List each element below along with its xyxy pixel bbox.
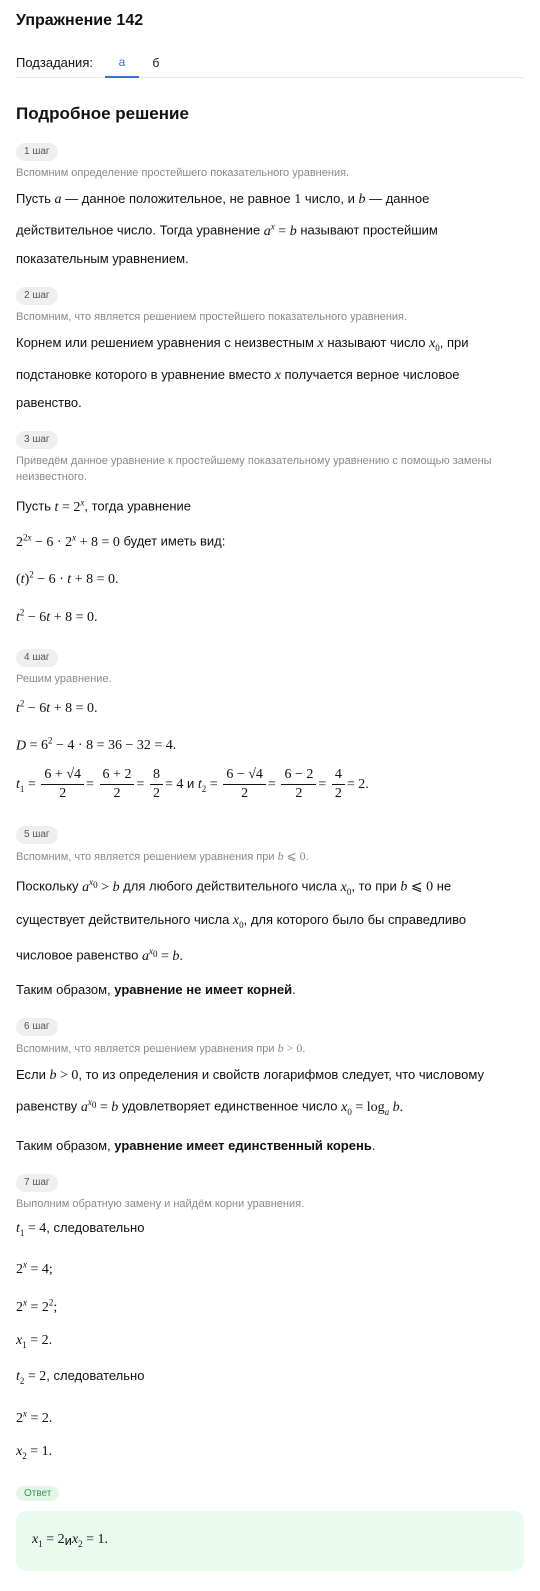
solution-title: Подробное решение xyxy=(16,104,189,123)
step-badge: 2 шаг xyxy=(16,287,58,305)
tab-b[interactable]: б xyxy=(152,55,160,70)
equation: 2$^x$ = 2. xyxy=(16,1408,53,1426)
equation: $t^2 - 6t + 8 = 0$. xyxy=(16,698,98,716)
equation: $t^2 - 6t + 8 = 0$. xyxy=(16,607,98,626)
equation: $D = 6^2 - 4 \cdot 8 = 36 - 32 = 4$. xyxy=(16,735,177,754)
step-text: Пусть t = 2$^x$, тогда уравнение xyxy=(16,497,191,516)
equation: $x_2 = 1$. xyxy=(16,1443,53,1461)
step-hint: Вспомним, что является решением простейшего показательного уравнения. xyxy=(16,310,408,323)
step-2 xyxy=(16,286,524,417)
equation: $t_1 = 4$, следовательно xyxy=(16,1219,145,1238)
step-badge: 4 шаг xyxy=(16,649,58,667)
equation: $x_1 = 2$. xyxy=(16,1332,53,1350)
step-hint: Решим уравнение. xyxy=(16,673,112,686)
step-hint: Вспомним, что является решением уравнения при b > 0. xyxy=(16,1041,306,1056)
step-1 xyxy=(16,142,524,272)
step-text: Поскольку $a^{x_0} > b$ для любого действительного числа $x_0$, то при b ⩽ 0 не существует действительного числа $x_0$, для которого было бы справедливо числовое равенство $a^{x_0} = b$. xyxy=(16,877,467,965)
step-6 xyxy=(16,1017,524,1158)
answer-badge: Ответ xyxy=(16,1486,59,1501)
step-text: Пусть a — данное положительное, не равное 1 число, и b — данное действительное число. Тогда уравнение $a^x = b$ называют простейшим показательным уравнением. xyxy=(16,191,438,266)
step-badge: 7 шаг xyxy=(16,1174,58,1192)
equation: $t_1$ = $\frac{6 + √4}{2}$ = $\frac{6 + 2}{2}$ = $\frac{8}{2}$ = 4 и $t_2$ = $\frac{6 - √4}{2}$ = $\frac{6 - 2}{2}$ = $\frac{4}{2}$ = 2. xyxy=(16,767,369,802)
answer-box: $x_1 = 2$ и $x_2 = 1$. xyxy=(16,1511,524,1571)
step-badge: 1 шаг xyxy=(16,143,58,161)
step-badge: 3 шаг xyxy=(16,431,58,449)
step-hint: Вспомним определение простейшего показательного уравнения. xyxy=(16,167,350,179)
equation: $(t)^2 - 6 \cdot t + 8 = 0$. xyxy=(16,569,119,588)
step-hint: Выполним обратную замену и найдём корни уравнения. xyxy=(16,1197,305,1210)
equation: $2^x = 2^2$; xyxy=(16,1297,58,1315)
step-3 xyxy=(16,430,524,634)
subtasks-label: Подзадания: xyxy=(16,55,93,70)
step-badge: 5 шаг xyxy=(16,826,58,844)
step-hint: Вспомним, что является решением уравнения при b ⩽ 0. xyxy=(16,849,309,864)
tab-a[interactable]: а xyxy=(105,48,139,78)
equation: $t_2 = 2$, следовательно xyxy=(16,1368,145,1387)
exercise-title: Упражнение 142 xyxy=(16,12,144,29)
step-4 xyxy=(16,648,524,811)
step-text: Корнем или решением уравнения с неизвестным x называют число $x_0$, при подстановке которого в уравнение вместо x получается верное числовое равенство. xyxy=(16,334,469,411)
equation: $2^{2x} - 6 \cdot 2^x + 8 = 0$ будет иметь вид: xyxy=(16,532,226,550)
conclusion: Таким образом, уравнение не имеет корней. xyxy=(16,982,296,998)
step-hint: Приведём данное уравнение к простейшему показательному уравнению с помощью замены неизвестного. xyxy=(16,455,492,484)
equation: 2$^x$ = 4; xyxy=(16,1259,53,1277)
step-badge: 6 шаг xyxy=(16,1018,58,1036)
step-7 xyxy=(16,1173,524,1472)
conclusion: Таким образом, уравнение имеет единственный корень. xyxy=(16,1137,376,1153)
step-text: Если b > 0, то из определения и свойств логарифмов следует, что числовому равенству $a^{x_0} = b$ удовлетворяет единственное число $x_0 = \log_a b$. xyxy=(16,1067,484,1117)
step-5 xyxy=(16,825,524,1003)
subtasks-bar xyxy=(16,48,524,78)
